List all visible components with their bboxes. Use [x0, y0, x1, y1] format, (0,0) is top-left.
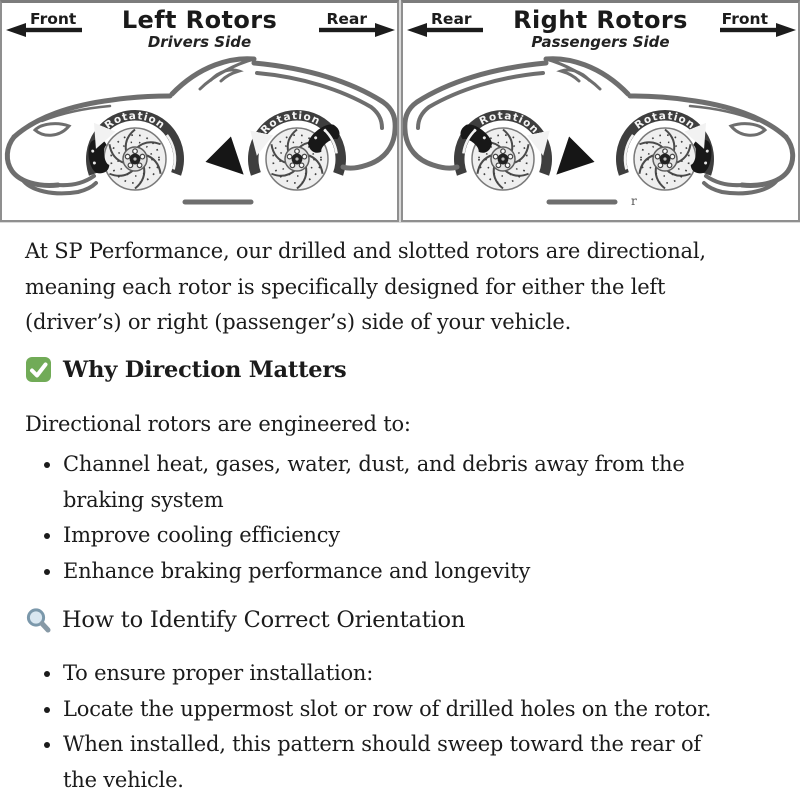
rotation-label: Rotation [258, 109, 323, 137]
rotation-label: Rotation [632, 109, 698, 132]
heading-text: How to Identify Correct Orientation [62, 607, 466, 633]
front-direction-label: Front [722, 10, 768, 29]
left-rotors-panel [0, 0, 399, 222]
lead-paragraph: Directional rotors are engineered to: [25, 411, 411, 436]
heading-text: Why Direction Matters [63, 356, 347, 383]
orientation-list [25, 656, 728, 798]
rear-direction-label: Rear [326, 10, 367, 29]
rotation-label: Rotation [477, 109, 542, 137]
rotation-label: Rotation [102, 109, 168, 132]
panel-subtitle: Passengers Side [531, 33, 670, 51]
list-item: • Enhance braking performance and longevity [63, 554, 728, 590]
list-item: • To ensure proper installation: [63, 656, 728, 692]
list-item: • Improve cooling efficiency [63, 518, 728, 554]
list-item: • When installed, this pattern should sweep toward the rear of the vehicle. [63, 727, 728, 798]
intro-paragraph: At SP Performance, our drilled and slotted rotors are directional, meaning each rotor is specifically designed for either the left (driver’s) or right (passenger’s) side of your vehicle. [25, 239, 706, 334]
rotor-direction-diagram [0, 0, 800, 222]
panel-title: Left Rotors [121, 6, 278, 34]
rear-direction-label: Rear [431, 10, 472, 29]
section-heading-why-direction-matters [25, 354, 745, 386]
right-arrow-icon [716, 23, 796, 37]
front-direction-label: Front [30, 10, 76, 29]
list-item: • Locate the uppermost slot or row of drilled holes on the rotor. [63, 692, 728, 728]
list-item: • Channel heat, gases, water, dust, and debris away from the braking system [63, 447, 728, 518]
benefits-list [25, 447, 728, 589]
section-heading-identify-orientation [25, 604, 745, 636]
article-body [0, 222, 800, 798]
panel-subtitle: Drivers Side [147, 33, 252, 51]
right-arrow-icon [315, 23, 395, 37]
scan-artifact-mark: r [631, 194, 637, 208]
check-mark-icon [25, 356, 52, 383]
right-rotors-panel [401, 0, 800, 222]
magnifying-glass-icon [25, 607, 52, 634]
panel-title: Right Rotors [513, 6, 688, 34]
